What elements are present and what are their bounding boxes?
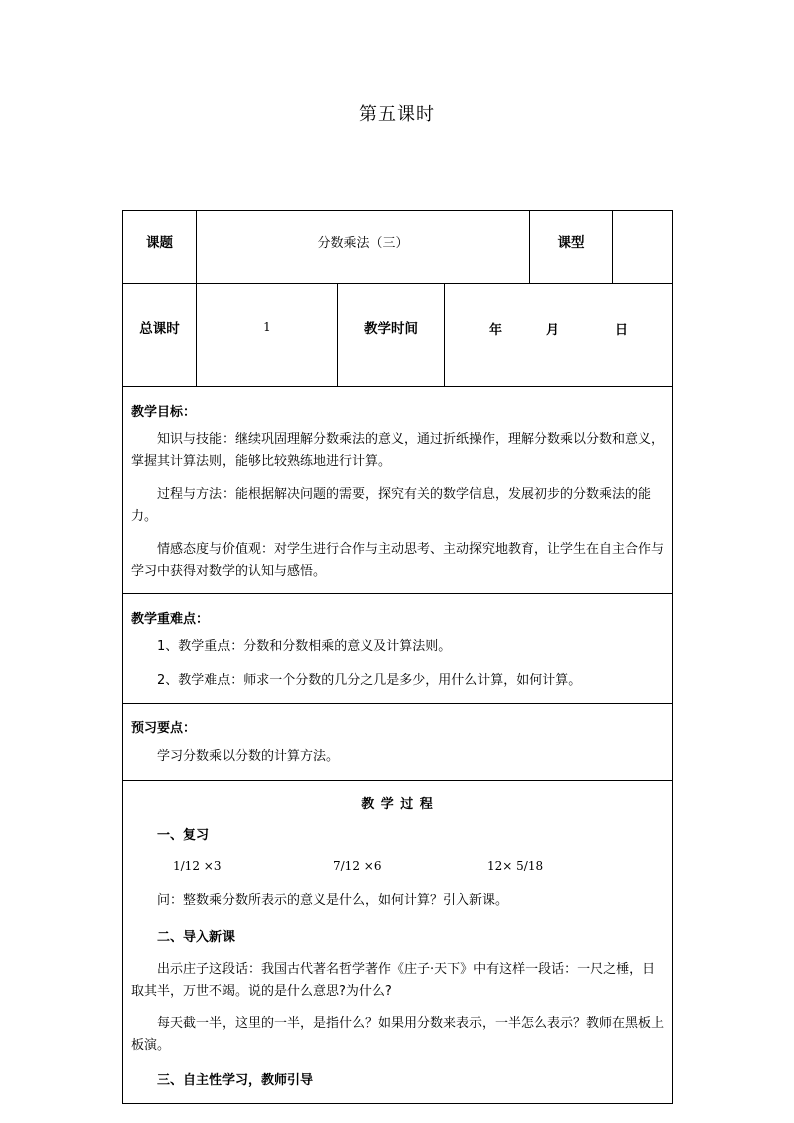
day-label: 日: [615, 323, 629, 338]
key-point-difficulty: 2、教学难点：师求一个分数的几分之几是多少，用什么计算，如何计算。: [157, 673, 582, 688]
row-divider: [123, 780, 672, 781]
self-study-heading: 三、自主性学习，教师引导: [157, 1073, 314, 1088]
row-divider: [123, 386, 672, 387]
objectives-attitude: 情感态度与价值观：对学生进行合作与主动思考、主动探究地教育，让学生在自主合作与学习中获得对数学的认知与感悟。: [131, 542, 665, 579]
preview-content: 学习分数乘以分数的计算方法。: [157, 749, 340, 764]
label-lesson-type: 课型: [557, 235, 585, 251]
process-heading: 教 学 过 程: [361, 797, 434, 812]
preview-heading: 预习要点：: [131, 721, 197, 736]
row-divider: [123, 593, 672, 594]
lesson-table: [122, 210, 673, 1104]
review-heading: 一、复习: [157, 828, 210, 843]
year-label: 年: [489, 323, 503, 338]
exercise-1: 1/12 ×3: [173, 859, 222, 873]
exercise-3: 12× 5/18: [487, 859, 544, 873]
label-teaching-time: 教学时间: [364, 321, 418, 337]
objectives-process: 过程与方法：能根据解决问题的需要，探究有关的数学信息，发展初步的分数乘法的能力。: [131, 487, 652, 524]
teaching-time-value: [445, 283, 672, 371]
row-divider: [123, 703, 672, 704]
intro-heading: 二、导入新课: [157, 930, 236, 945]
label-total-periods: 总课时: [139, 321, 180, 337]
topic-value: 分数乘法（三）: [317, 235, 409, 251]
month-label: 月: [546, 323, 560, 338]
objectives-heading: 教学目标：: [131, 405, 197, 420]
key-points-heading: 教学重难点：: [131, 612, 210, 627]
lesson-type-value: [613, 211, 672, 271]
review-question: 问：整数乘分数所表示的意义是什么，如何计算？引入新课。: [157, 893, 509, 908]
total-periods-value: 1: [263, 320, 271, 334]
page-title: 第五课时: [359, 104, 435, 125]
key-point-focus: 1、教学重点：分数和分数相乘的意义及计算法则。: [157, 639, 452, 654]
intro-paragraph-1: 出示庄子这段话：我国古代著名哲学著作《庄子·天下》中有这样一段话：一尺之棰，日取其半，万世不竭。说的是什么意思?为什么?: [131, 962, 656, 999]
exercise-2: 7/12 ×6: [333, 859, 382, 873]
objectives-knowledge: 知识与技能：继续巩固理解分数乘法的意义，通过折纸操作，理解分数乘以分数和意义，掌握其计算法则，能够比较熟练地进行计算。: [131, 432, 665, 469]
intro-paragraph-2: 每天截一半，这里的一半，是指什么？如果用分数来表示，一半怎么表示？教师在黑板上板演。: [131, 1016, 665, 1053]
label-topic: 课题: [146, 235, 173, 251]
